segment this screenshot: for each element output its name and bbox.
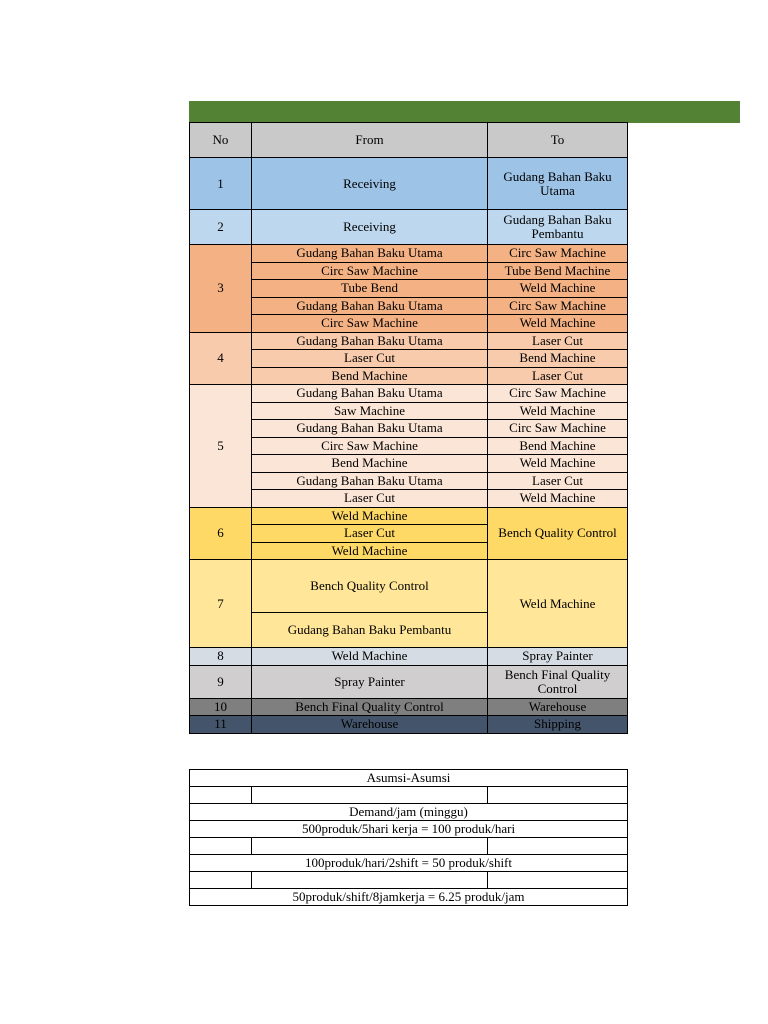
from-cell: Gudang Bahan Baku Utama xyxy=(252,297,488,315)
table-row xyxy=(190,315,628,333)
group-number: 10 xyxy=(190,698,252,716)
from-cell: Circ Saw Machine xyxy=(252,262,488,280)
table-row xyxy=(190,665,628,698)
table-row xyxy=(190,280,628,298)
to-cell: Bench Quality Control xyxy=(488,507,628,560)
header-from: From xyxy=(252,123,488,158)
to-cell: Weld Machine xyxy=(488,490,628,508)
from-cell: Gudang Bahan Baku Utama xyxy=(252,420,488,438)
from-cell: Tube Bend xyxy=(252,280,488,298)
table-row xyxy=(190,507,628,525)
header-to: To xyxy=(488,123,628,158)
from-cell: Warehouse xyxy=(252,716,488,734)
to-cell: Circ Saw Machine xyxy=(488,297,628,315)
header-no: No xyxy=(190,123,252,158)
empty-row xyxy=(190,838,628,855)
table-row xyxy=(190,332,628,350)
table-row xyxy=(190,420,628,438)
group-number: 4 xyxy=(190,332,252,385)
to-cell: Bend Machine xyxy=(488,350,628,368)
to-cell: Circ Saw Machine xyxy=(488,385,628,403)
from-cell: Gudang Bahan Baku Utama xyxy=(252,472,488,490)
group-number: 1 xyxy=(190,158,252,210)
header-row xyxy=(190,123,628,158)
empty-cell xyxy=(252,872,488,889)
from-cell: Receiving xyxy=(252,210,488,245)
to-cell: Laser Cut xyxy=(488,367,628,385)
from-cell: Weld Machine xyxy=(252,542,488,560)
asumsi-title-row xyxy=(190,770,628,787)
from-cell: Bend Machine xyxy=(252,367,488,385)
from-cell: Bench Final Quality Control xyxy=(252,698,488,716)
to-cell: Warehouse xyxy=(488,698,628,716)
table-row xyxy=(190,437,628,455)
table-row xyxy=(190,472,628,490)
group-number: 9 xyxy=(190,665,252,698)
empty-cell xyxy=(190,872,252,889)
group-number: 3 xyxy=(190,245,252,333)
empty-row xyxy=(190,872,628,889)
table-row xyxy=(190,402,628,420)
to-cell: Weld Machine xyxy=(488,315,628,333)
to-cell: Bench Final Quality Control xyxy=(488,665,628,698)
to-cell: Weld Machine xyxy=(488,402,628,420)
empty-row xyxy=(190,787,628,804)
from-cell: Circ Saw Machine xyxy=(252,437,488,455)
from-cell: Laser Cut xyxy=(252,490,488,508)
to-cell: Laser Cut xyxy=(488,332,628,350)
table-row xyxy=(190,455,628,473)
group-number: 7 xyxy=(190,560,252,648)
from-cell: Bench Quality Control xyxy=(252,560,488,613)
table-row xyxy=(190,210,628,245)
table-row xyxy=(190,716,628,734)
empty-cell xyxy=(488,787,628,804)
table-row xyxy=(190,297,628,315)
empty-cell xyxy=(488,872,628,889)
table-row xyxy=(190,262,628,280)
group-number: 11 xyxy=(190,716,252,734)
group-number: 5 xyxy=(190,385,252,508)
from-cell: Spray Painter xyxy=(252,665,488,698)
asumsi-table xyxy=(189,769,628,906)
asumsi-row xyxy=(190,804,628,821)
from-cell: Receiving xyxy=(252,158,488,210)
asumsi-line: Demand/jam (minggu) xyxy=(190,804,628,821)
from-cell: Laser Cut xyxy=(252,525,488,543)
to-cell: Gudang Bahan Baku Utama xyxy=(488,158,628,210)
to-cell: Bend Machine xyxy=(488,437,628,455)
table-row xyxy=(190,648,628,666)
empty-cell xyxy=(252,787,488,804)
asumsi-line: 500produk/5hari kerja = 100 produk/hari xyxy=(190,821,628,838)
from-cell: Saw Machine xyxy=(252,402,488,420)
asumsi-row xyxy=(190,889,628,906)
table-row xyxy=(190,385,628,403)
to-cell: Shipping xyxy=(488,716,628,734)
asumsi-line: 100produk/hari/2shift = 50 produk/shift xyxy=(190,855,628,872)
to-cell: Circ Saw Machine xyxy=(488,245,628,263)
title-bar xyxy=(189,101,740,123)
from-cell: Weld Machine xyxy=(252,507,488,525)
asumsi-row xyxy=(190,855,628,872)
empty-cell xyxy=(252,838,488,855)
group-number: 6 xyxy=(190,507,252,560)
to-cell: Gudang Bahan Baku Pembantu xyxy=(488,210,628,245)
from-cell: Laser Cut xyxy=(252,350,488,368)
to-cell: Weld Machine xyxy=(488,455,628,473)
to-cell: Spray Painter xyxy=(488,648,628,666)
group-number: 2 xyxy=(190,210,252,245)
from-cell: Gudang Bahan Baku Pembantu xyxy=(252,613,488,648)
asumsi-row xyxy=(190,821,628,838)
to-cell: Weld Machine xyxy=(488,560,628,648)
group-number: 8 xyxy=(190,648,252,666)
table-row xyxy=(190,490,628,508)
from-cell: Gudang Bahan Baku Utama xyxy=(252,332,488,350)
from-cell: Gudang Bahan Baku Utama xyxy=(252,245,488,263)
from-cell: Gudang Bahan Baku Utama xyxy=(252,385,488,403)
empty-cell xyxy=(190,838,252,855)
from-to-table xyxy=(189,122,628,734)
asumsi-line: 50produk/shift/8jamkerja = 6.25 produk/jam xyxy=(190,889,628,906)
from-cell: Weld Machine xyxy=(252,648,488,666)
table-row xyxy=(190,698,628,716)
table-row xyxy=(190,367,628,385)
table-row xyxy=(190,158,628,210)
table-row xyxy=(190,245,628,263)
to-cell: Weld Machine xyxy=(488,280,628,298)
to-cell: Tube Bend Machine xyxy=(488,262,628,280)
table-row xyxy=(190,560,628,613)
from-cell: Bend Machine xyxy=(252,455,488,473)
empty-cell xyxy=(190,787,252,804)
to-cell: Laser Cut xyxy=(488,472,628,490)
table-row xyxy=(190,350,628,368)
from-cell: Circ Saw Machine xyxy=(252,315,488,333)
empty-cell xyxy=(488,838,628,855)
asumsi-title: Asumsi-Asumsi xyxy=(190,770,628,787)
to-cell: Circ Saw Machine xyxy=(488,420,628,438)
